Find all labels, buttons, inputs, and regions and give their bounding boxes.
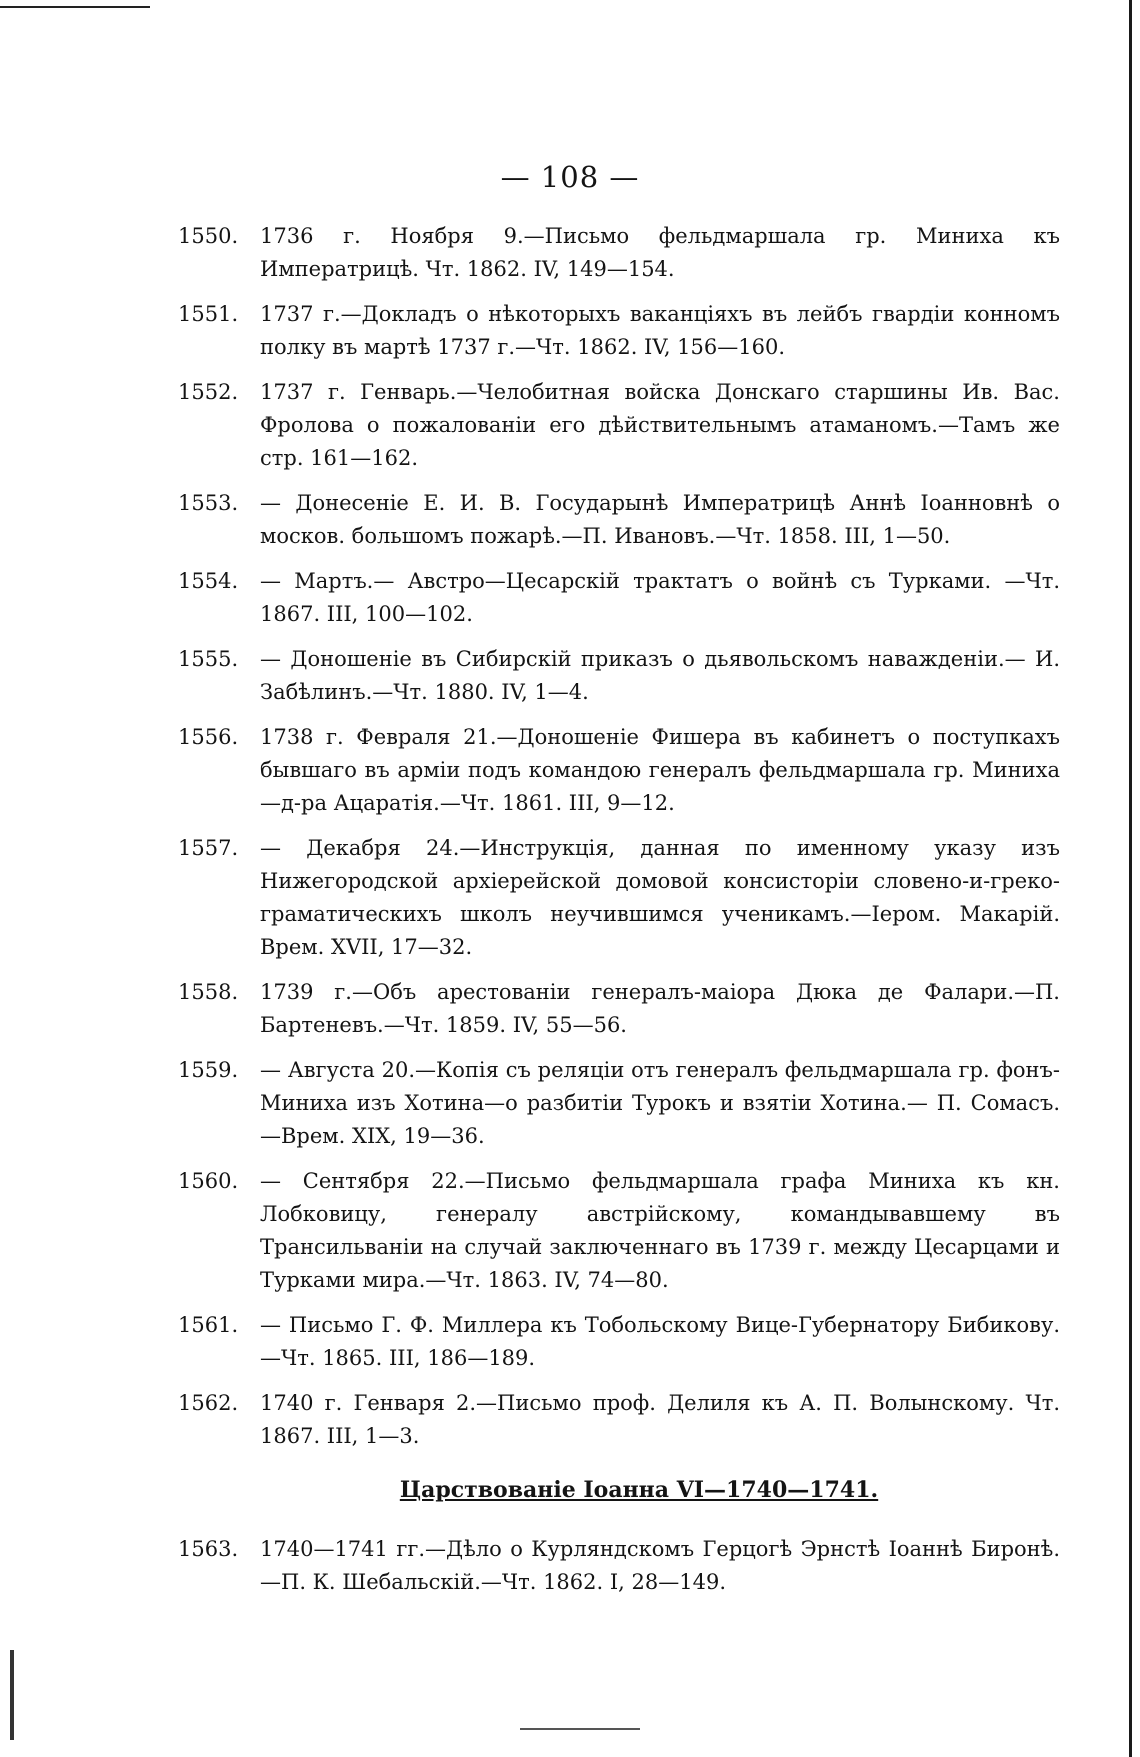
entry-text: 1736 г. Ноября 9.—Письмо фельдмаршала гр. Миниха къ Императрицѣ. Чт. 1862. IV, 149—154. bbox=[260, 224, 1060, 281]
entries-before-section bbox=[178, 220, 1060, 1453]
entry-text: — Письмо Г. Ф. Миллера къ Тобольскому Вице-Губернатору Бибикову.—Чт. 1865. III, 186—189. bbox=[260, 1313, 1060, 1370]
entry-text: 1738 г. Февраля 21.—Доношеніе Фишера въ кабинетъ о поступкахъ бывшаго въ арміи подъ командою генералъ фельдмаршала гр. Миниха—д-ра Ацаратія.—Чт. 1861. III, 9—12. bbox=[260, 725, 1060, 815]
entry-list bbox=[178, 220, 1060, 1611]
bibliography-entry bbox=[178, 298, 1060, 364]
entry-text: — Донесеніе Е. И. В. Государынѣ Императрицѣ Аннѣ Іоанновнѣ о москов. большомъ пожарѣ.—П. Ивановъ.—Чт. 1858. III, 1—50. bbox=[260, 491, 1060, 548]
bibliography-entry bbox=[178, 1533, 1060, 1599]
scan-edge-mark bbox=[0, 6, 150, 8]
bibliography-entry bbox=[178, 643, 1060, 709]
bibliography-entry bbox=[178, 376, 1060, 475]
page-border-right bbox=[1129, 0, 1132, 1757]
entry-number: 1556. bbox=[178, 725, 239, 749]
section-heading: Царствованіе Іоанна VI—1740—1741. bbox=[399, 1477, 879, 1503]
bibliography-entry bbox=[178, 721, 1060, 820]
entry-number: 1559. bbox=[178, 1058, 239, 1082]
entry-number: 1557. bbox=[178, 836, 239, 860]
entry-number: 1561. bbox=[178, 1313, 239, 1337]
entry-text: — Мартъ.— Австро—Цесарскій трактатъ о войнѣ съ Турками. —Чт. 1867. III, 100—102. bbox=[260, 569, 1060, 626]
entry-text: 1737 г.—Докладъ о нѣкоторыхъ ваканціяхъ въ лейбъ гвардіи конномъ полку въ мартѣ 1737 г.—Чт. 1862. IV, 156—160. bbox=[260, 302, 1060, 359]
entry-text: 1740 г. Генваря 2.—Письмо проф. Делиля къ А. П. Волынскому. Чт. 1867. III, 1—3. bbox=[260, 1391, 1060, 1448]
entry-number: 1558. bbox=[178, 980, 239, 1004]
entry-number: 1563. bbox=[178, 1537, 239, 1561]
entry-number: 1553. bbox=[178, 491, 239, 515]
entry-text: — Декабря 24.—Инструкція, данная по именному указу изъ Нижегородской архіерейской домовой консисторіи словено-и-греко-граматическихъ школъ неучившимся ученикамъ.—Іером. Макарій. Врем. XVII, 17—32. bbox=[260, 836, 1060, 959]
scan-edge-mark-left bbox=[10, 1650, 14, 1740]
bibliography-entry bbox=[178, 1387, 1060, 1453]
entry-text: 1740—1741 гг.—Дѣло о Курляндскомъ Герцогѣ Эрнстѣ Іоаннѣ Биронѣ.—П. К. Шебальскій.—Чт. 1862. I, 28—149. bbox=[260, 1537, 1060, 1594]
bibliography-entry bbox=[178, 220, 1060, 286]
bibliography-entry bbox=[178, 565, 1060, 631]
footer-rule bbox=[520, 1728, 640, 1730]
bibliography-entry bbox=[178, 976, 1060, 1042]
entry-text: — Сентября 22.—Письмо фельдмаршала графа Миниха къ кн. Лобковицу, генералу австрійскому, командывавшему въ Трансильваніи на случай заключеннаго въ 1739 г. между Цесарцами и Турками мира.—Чт. 1863. IV, 74—80. bbox=[260, 1169, 1060, 1292]
entry-number: 1551. bbox=[178, 302, 239, 326]
entry-text: 1737 г. Генварь.—Челобитная войска Донскаго старшины Ив. Вас. Фролова о пожалованіи его дѣйствительнымъ атаманомъ.—Тамъ же стр. 161—162. bbox=[260, 380, 1060, 470]
page-number: — 108 — bbox=[500, 160, 640, 194]
bibliography-entry bbox=[178, 832, 1060, 964]
entry-text: — Доношеніе въ Сибирскій приказъ о дьявольскомъ наважденіи.— И. Забѣлинъ.—Чт. 1880. IV, 1—4. bbox=[260, 647, 1060, 704]
entry-text: 1739 г.—Объ арестованіи генералъ-маіора Дюка де Фалари.—П. Бартеневъ.—Чт. 1859. IV, 55—56. bbox=[260, 980, 1060, 1037]
entry-number: 1554. bbox=[178, 569, 239, 593]
entry-number: 1555. bbox=[178, 647, 239, 671]
entry-text: — Августа 20.—Копія съ реляціи отъ генералъ фельдмаршала гр. фонъ-Миниха изъ Хотина—о разбитіи Турокъ и взятіи Хотина.— П. Сомасъ.—Врем. XIX, 19—36. bbox=[260, 1058, 1060, 1148]
bibliography-entry bbox=[178, 1165, 1060, 1297]
entry-number: 1552. bbox=[178, 380, 239, 404]
entry-number: 1562. bbox=[178, 1391, 239, 1415]
bibliography-entry bbox=[178, 1054, 1060, 1153]
entry-number: 1550. bbox=[178, 224, 239, 248]
bibliography-entry bbox=[178, 1309, 1060, 1375]
entry-number: 1560. bbox=[178, 1169, 239, 1193]
entries-after-section bbox=[178, 1533, 1060, 1599]
bibliography-entry bbox=[178, 487, 1060, 553]
